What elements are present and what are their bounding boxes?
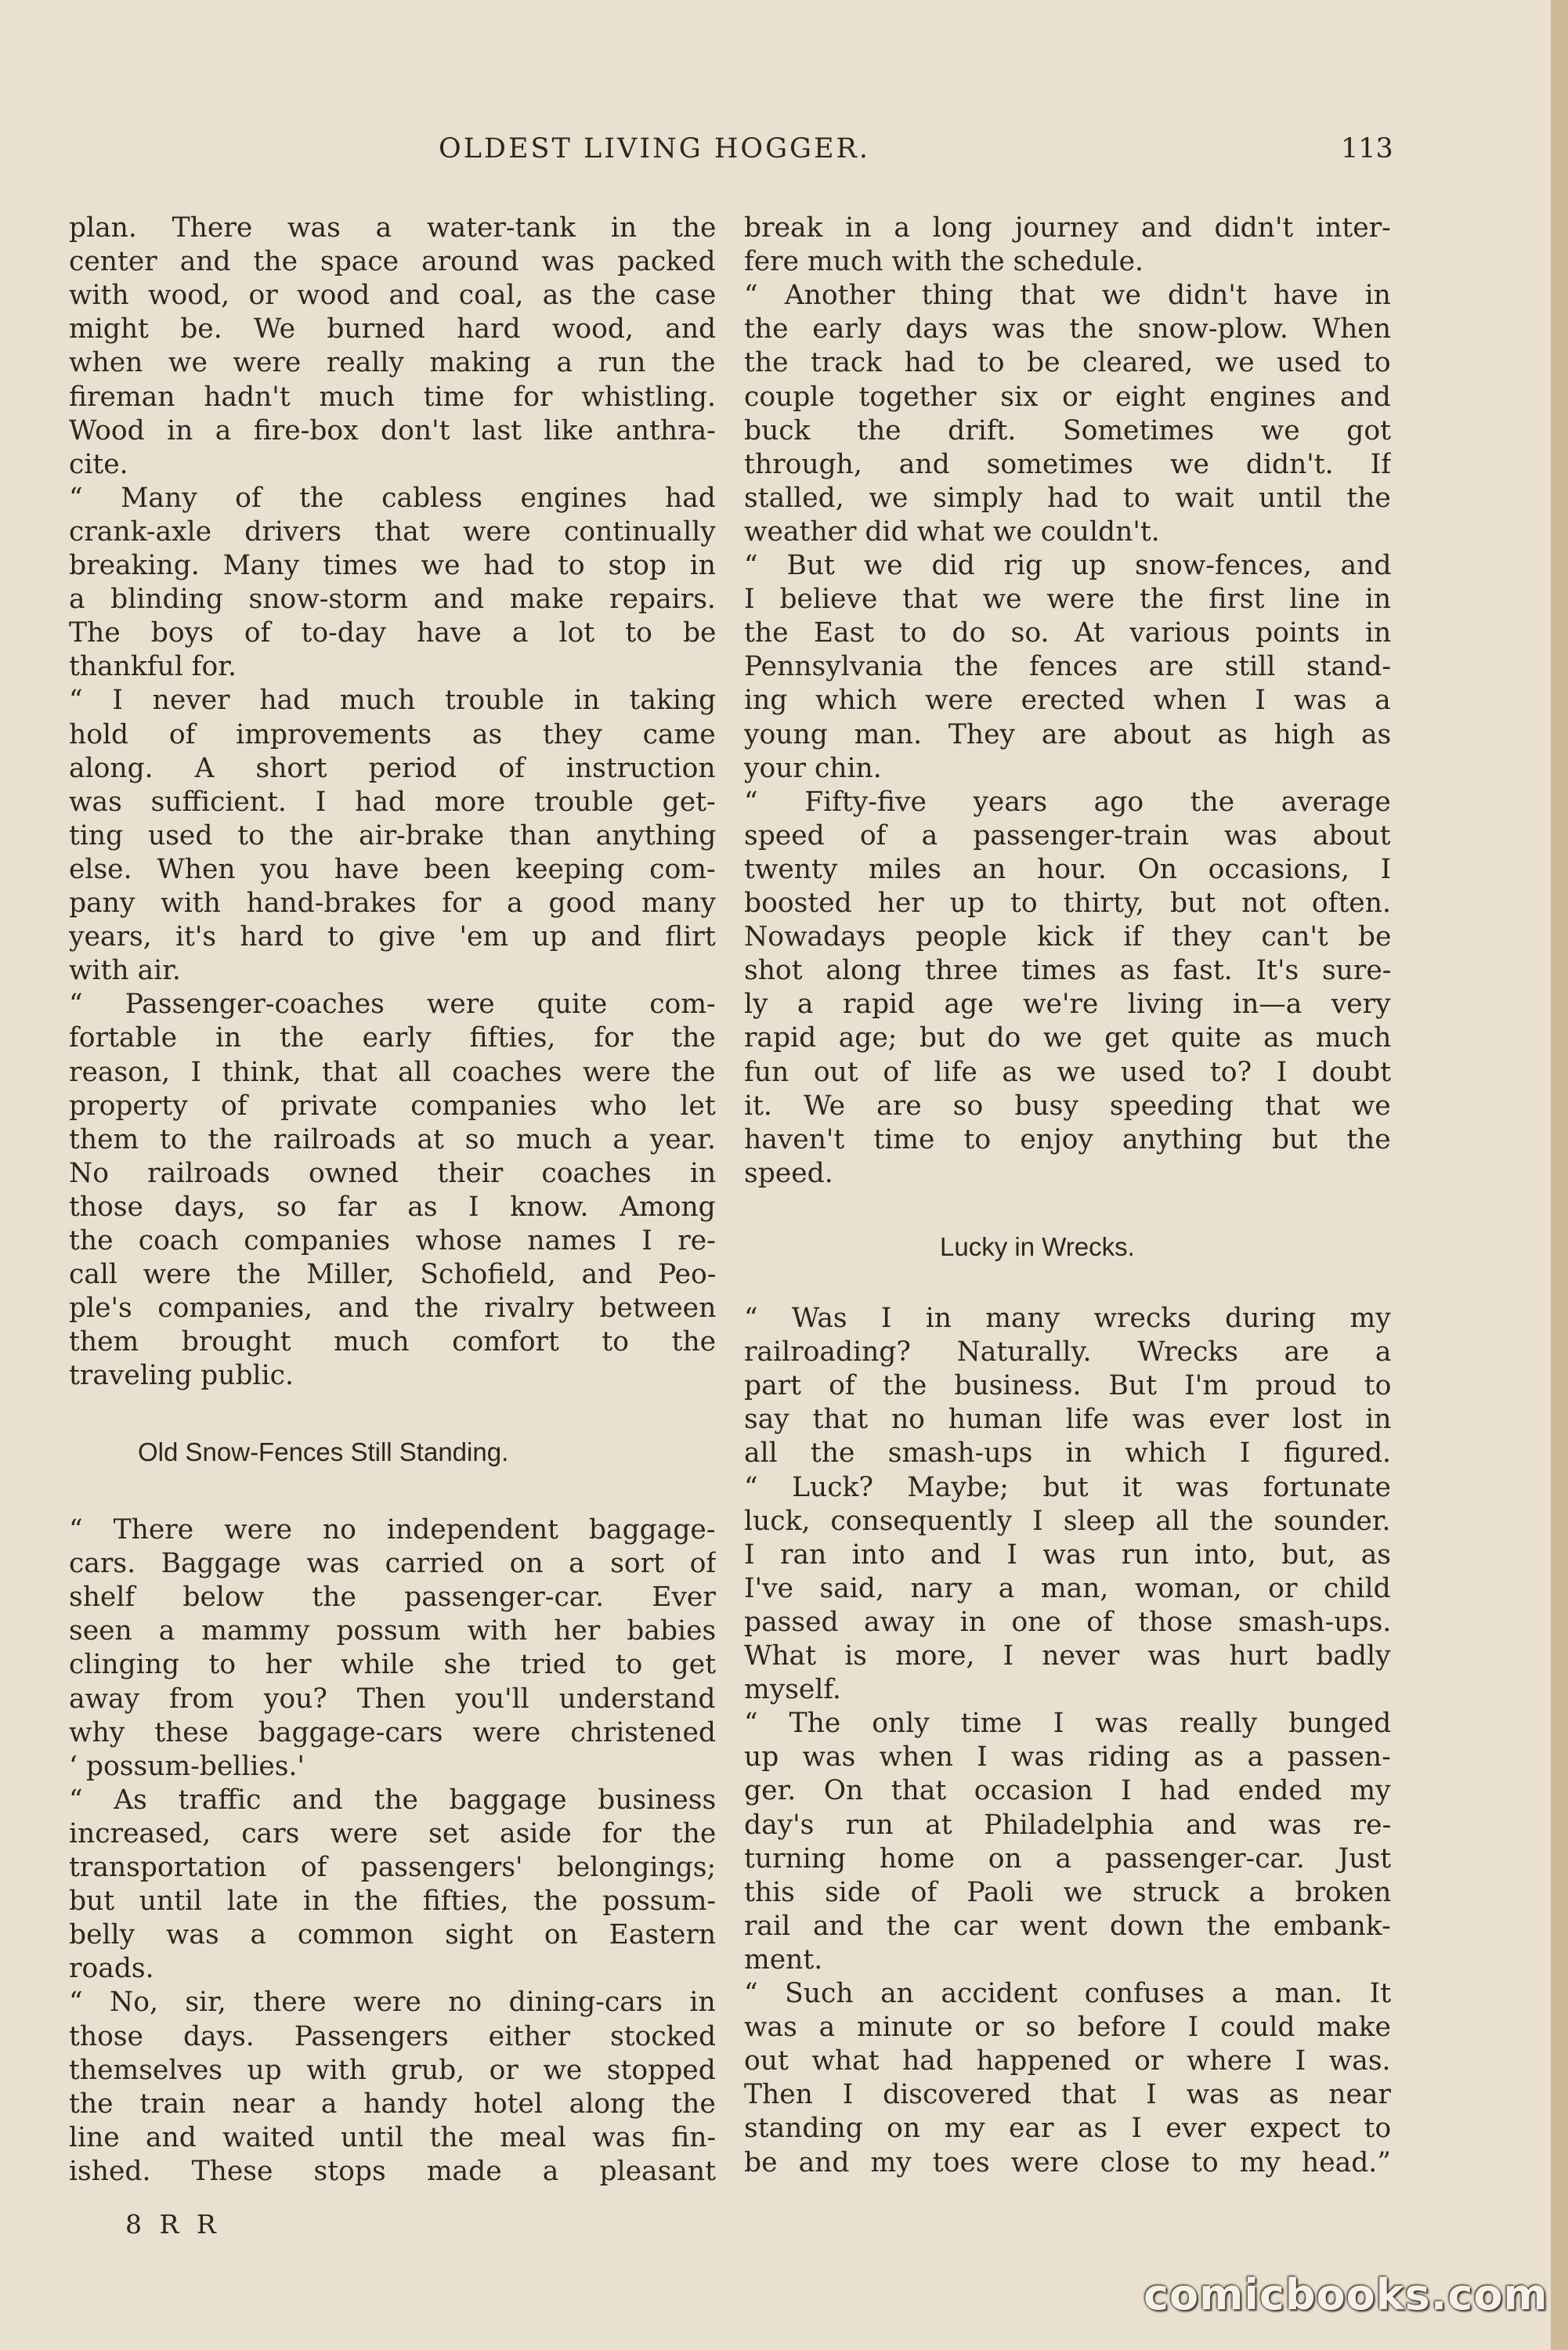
page-number: 113 — [1341, 133, 1393, 164]
text-line: ished. These stops made a pleasant — [69, 2155, 716, 2187]
text-line: buck the drift. Sometimes we got — [744, 414, 1392, 446]
text-line: increased, cars were set aside for the — [69, 1817, 717, 1849]
text-line: rapid age; but do we get quite as much — [744, 1022, 1392, 1054]
text-line: shelf below the passenger-car. Ever — [69, 1582, 716, 1614]
text-line: plan. There was a water-tank in the — [69, 212, 717, 244]
text-line: clinging to her while she tried to get — [69, 1649, 717, 1681]
text-line: I ran into and I was run into, but, as — [744, 1538, 1391, 1571]
subhead-old-snow-fences: Old Snow-Fences Still Standing. — [138, 1437, 509, 1466]
text-line: ger. On that occasion I had ended my — [744, 1775, 1391, 1807]
text-line: speed of a passenger-train was about — [744, 819, 1391, 851]
text-line: reason, I think, that all coaches were the — [69, 1056, 716, 1088]
text-line: “ Another thing that we didn't have in — [744, 280, 1391, 312]
text-line: this side of Paoli we struck a broken — [744, 1876, 1392, 1908]
text-line: when we were really making a run the — [69, 347, 716, 379]
text-line: themselves up with grub, or we stopped — [69, 2054, 716, 2086]
subhead-lucky-in-wrecks: Lucky in Wrecks. — [940, 1232, 1135, 1261]
text-line: ting used to the air-brake than anything — [69, 819, 717, 851]
text-line: was a minute or so before I could make — [744, 2012, 1391, 2044]
text-line: up was when I was riding as a passen- — [744, 1741, 1391, 1773]
text-line: through, and sometimes we didn't. If — [744, 448, 1391, 480]
text-line: the coach companies whose names I re- — [69, 1225, 716, 1256]
text-line: “ But we did rig up snow-fences, and — [744, 550, 1392, 581]
text-line: ‘ possum-bellies.' — [69, 1750, 305, 1782]
text-line: it. We are so busy speeding that we — [744, 1090, 1391, 1122]
text-line: them brought much comfort to the — [69, 1326, 717, 1358]
text-line: speed. — [744, 1157, 833, 1189]
text-line: passed away in one of those smash-ups. — [744, 1606, 1392, 1638]
text-line: “ No, sir, there were no dining-cars in — [69, 1987, 716, 2019]
text-line: those days. Passengers either stocked — [69, 2020, 717, 2052]
signature-mark: 8 R R — [125, 2209, 221, 2240]
text-line: fortable in the early fifties, for the — [69, 1022, 716, 1054]
text-line: fere much with the schedule. — [744, 246, 1143, 278]
text-line: breaking. Many times we had to stop in — [69, 550, 717, 581]
text-line: haven't time to enjoy anything but the — [744, 1123, 1391, 1155]
text-line: fireman hadn't much time for whistling. — [69, 381, 716, 413]
page-edge — [1551, 0, 1568, 2350]
text-line: belly was a common sight on Eastern — [69, 1919, 717, 1951]
text-line: “ The only time I was really bunged — [744, 1708, 1392, 1740]
text-line: “ I never had much trouble in taking — [69, 685, 717, 717]
text-line: crank-axle drivers that were continually — [69, 515, 716, 548]
text-line: them to the railroads at so much a year. — [69, 1123, 716, 1155]
text-line: center and the space around was packed — [69, 246, 716, 278]
text-line: roads. — [69, 1953, 154, 1985]
text-line: the early days was the snow-plow. When — [744, 313, 1391, 345]
text-line: Then I discovered that I was as near — [744, 2079, 1391, 2111]
text-line: away from you? Then you'll understand — [69, 1683, 716, 1715]
text-line: transportation of passengers' belongings; — [69, 1852, 717, 1883]
text-line: property of private companies who let — [69, 1090, 716, 1122]
text-line: turning home on a passenger-car. Just — [744, 1842, 1392, 1875]
text-line: was sufficient. I had more trouble get- — [69, 786, 716, 818]
text-line: “ Such an accident confuses a man. It — [744, 1978, 1392, 2009]
running-head: OLDEST LIVING HOGGER. — [439, 133, 871, 164]
text-line: the track had to be cleared, we used to — [744, 347, 1391, 379]
text-line: with air. — [69, 955, 181, 987]
text-line: a blinding snow-storm and make repairs. — [69, 584, 716, 616]
text-line: be and my toes were close to my head.” — [744, 2146, 1391, 2178]
text-line: with wood, or wood and coal, as the case — [69, 280, 717, 312]
text-line: say that no human life was ever lost in — [744, 1404, 1392, 1436]
text-line: ing which were erected when I was a — [744, 685, 1391, 717]
text-line: hold of improvements as they came — [69, 718, 716, 750]
text-line: the train near a handy hotel along the — [69, 2088, 716, 2120]
text-line: line and waited until the meal was fin- — [69, 2121, 717, 2153]
text-line: ple's companies, and the rivalry between — [69, 1292, 717, 1325]
text-line: why these baggage-cars were christened — [69, 1716, 716, 1748]
text-line: “ There were no independent baggage- — [69, 1514, 716, 1546]
text-line: out what had happened or where I was. — [744, 2045, 1391, 2077]
text-line: seen a mammy possum with her babies — [69, 1615, 717, 1647]
text-line: “ Passenger-coaches were quite com- — [69, 989, 716, 1021]
text-line: along. A short period of instruction — [69, 752, 716, 784]
text-line: Wood in a fire-box don't last like anthra- — [69, 414, 716, 446]
text-line: I believe that we were the first line in — [744, 584, 1392, 616]
text-line: cite. — [69, 448, 128, 480]
text-line: else. When you have been keeping com- — [69, 853, 716, 885]
text-line: “ Was I in many wrecks during my — [744, 1303, 1391, 1334]
text-line: your chin. — [744, 752, 882, 784]
watermark-logo: comicbooks.com — [1143, 2270, 1548, 2319]
text-line: part of the business. But I'm proud to — [744, 1370, 1392, 1402]
text-line: “ Many of the cabless engines had — [69, 482, 716, 514]
text-line: day's run at Philadelphia and was re- — [744, 1809, 1392, 1841]
text-line: thankful for. — [69, 651, 237, 683]
text-line: stalled, we simply had to wait until the — [744, 482, 1391, 514]
text-line: call were the Miller, Schofield, and Peo- — [69, 1259, 717, 1291]
text-line: all the smash-ups in which I figured. — [744, 1437, 1391, 1470]
text-line: years, it's hard to give 'em up and flirt — [69, 921, 716, 953]
text-line: boosted her up to thirty, but not often. — [744, 888, 1391, 919]
text-line: twenty miles an hour. On occasions, I — [744, 853, 1392, 885]
text-line: ment. — [744, 1943, 823, 1976]
text-line: the East to do so. At various points in — [744, 617, 1392, 649]
text-line: “ As traffic and the baggage business — [69, 1784, 717, 1816]
text-line: fun out of life as we used to? I doubt — [744, 1056, 1391, 1088]
text-line: might be. We burned hard wood, and — [69, 313, 717, 345]
text-line: rail and the car went down the embank- — [744, 1910, 1391, 1942]
text-line: weather did what we couldn't. — [744, 515, 1160, 548]
text-line: young man. They are about as high as — [744, 718, 1392, 750]
text-line: ly a rapid age we're living in—a very — [744, 989, 1391, 1021]
text-line: No railroads owned their coaches in — [69, 1157, 717, 1189]
text-line: I've said, nary a man, woman, or child — [744, 1572, 1391, 1604]
text-line: traveling public. — [69, 1360, 294, 1392]
text-line: luck, consequently I sleep all the sounder. — [744, 1505, 1391, 1537]
text-line: Nowadays people kick if they can't be — [744, 921, 1392, 953]
text-line: cars. Baggage was carried on a sort of — [69, 1548, 717, 1580]
text-line: those days, so far as I know. Among — [69, 1191, 716, 1223]
text-line: railroading? Naturally. Wrecks are a — [744, 1336, 1392, 1368]
text-line: pany with hand-brakes for a good many — [69, 888, 717, 919]
text-line: “ Luck? Maybe; but it was fortunate — [744, 1471, 1391, 1503]
text-line: couple together six or eight engines and — [744, 381, 1391, 413]
text-line: What is more, I never was hurt badly — [744, 1640, 1391, 1672]
text-line: standing on my ear as I ever expect to — [744, 2113, 1392, 2145]
text-line: Pennsylvania the fences are still stand- — [744, 651, 1392, 683]
text-line: The boys of to-day have a lot to be — [69, 617, 717, 649]
text-line: “ Fifty-five years ago the average — [744, 786, 1391, 818]
text-line: shot along three times as fast. It's sure- — [744, 955, 1392, 987]
text-line: but until late in the fifties, the possum- — [69, 1885, 717, 1918]
text-line: myself. — [744, 1674, 841, 1706]
text-line: break in a long journey and didn't inter- — [744, 212, 1391, 244]
